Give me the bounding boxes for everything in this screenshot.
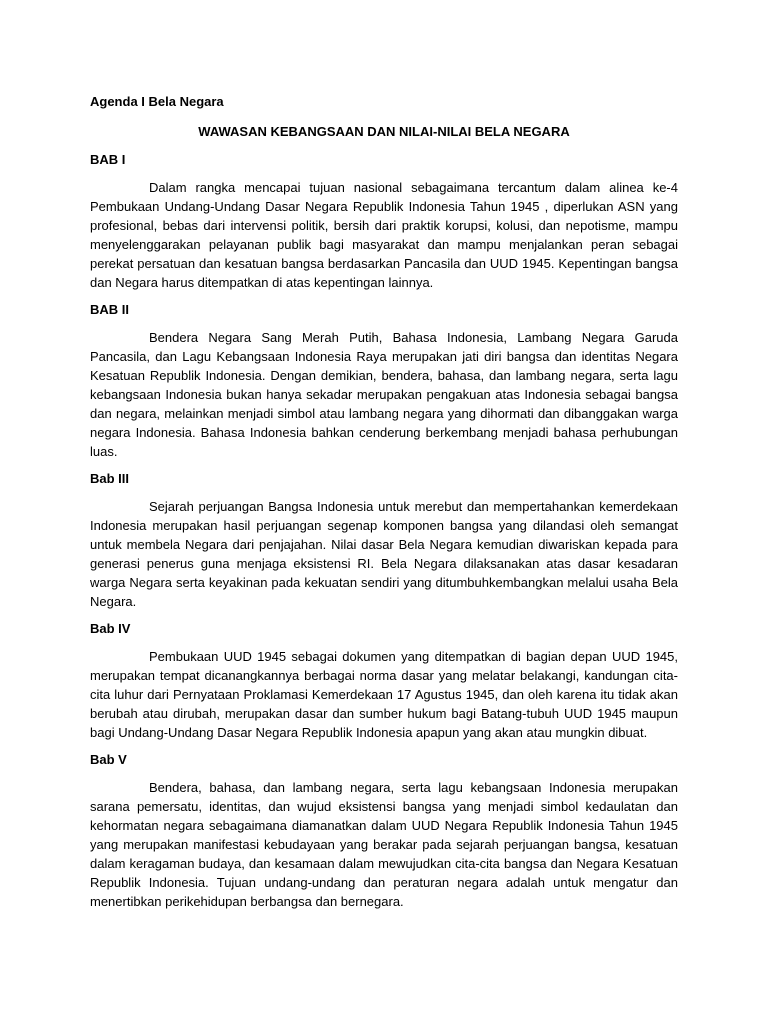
- chapter-paragraph: Sejarah perjuangan Bangsa Indonesia untuk merebut dan mempertahankan kemerdekaan Indonesia merupakan hasil perjuangan segenap komponen bangsa yang dilandasi oleh semangat untuk membela Negara dari penjajahan. Nilai dasar Bela Negara kemudian diwariskan kepada para generasi penerus guna menjaga eksistensi RI. Bela Negara dilaksanakan atas dasar kesadaran warga Negara serta keyakinan pada kekuatan sendiri yang ditumbuhkembangkan melalui usaha Bela Negara.: [90, 499, 678, 609]
- chapter-heading: BAB I: [90, 152, 126, 167]
- chapter-heading: BAB II: [90, 302, 129, 317]
- document-title: WAWASAN KEBANGSAAN DAN NILAI-NILAI BELA NEGARA: [198, 124, 570, 139]
- chapter-bab-2: [90, 300, 678, 461]
- chapter-paragraph: Pembukaan UUD 1945 sebagai dokumen yang ditempatkan di bagian depan UUD 1945, merupakan tempat dicanangkannya berbagai norma dasar yang melatar belakangi, kandungan cita-cita luhur dari Pernyataan Proklamasi Kemerdekaan 17 Agustus 1945, dan oleh karena itu tidak akan berubah atau dirubah, merupakan dasar dan sumber hukum bagi Batang-tubuh UUD 1945 maupun bagi Undang-Undang Dasar Negara Republik Indonesia apapun yang akan atau mungkin dibuat.: [90, 649, 678, 740]
- chapter-paragraph: Bendera, bahasa, dan lambang negara, serta lagu kebangsaan Indonesia merupakan sarana pemersatu, identitas, dan wujud eksistensi bangsa yang menjadi simbol kedaulatan dan kehormatan negara sebagaimana diamanatkan dalam UUD Negara Republik Indonesia Tahun 1945 yang merupakan manifestasi kebudayaan yang berakar pada sejarah perjuangan bangsa, kesatuan dalam keragaman budaya, dan kesamaan dalam mewujudkan cita-cita bangsa dan Negara Kesatuan Republik Indonesia. Tujuan undang-undang dan peraturan negara adalah untuk mengatur dan menertibkan perikehidupan berbangsa dan bernegara.: [90, 780, 678, 909]
- chapter-heading: Bab IV: [90, 621, 131, 636]
- document-page: [90, 92, 678, 911]
- chapter-heading: Bab III: [90, 471, 130, 486]
- chapter-bab-3: [90, 469, 678, 611]
- chapter-heading: Bab V: [90, 752, 127, 767]
- document-label: Agenda I Bela Negara: [90, 94, 224, 109]
- chapter-paragraph: Bendera Negara Sang Merah Putih, Bahasa Indonesia, Lambang Negara Garuda Pancasila, dan Lagu Kebangsaan Indonesia Raya merupakan jati diri bangsa dan identitas Negara Kesatuan Republik Indonesia. Dengan demikian, bendera, bahasa, dan lambang negara, serta lagu kebangsaan Indonesia bukan hanya sekadar merupakan pengakuan atas Indonesia sebagai bangsa dan negara, melainkan menjadi simbol atau lambang negara yang dihormati dan dibanggakan warga negara Indonesia. Bahasa Indonesia bahkan cenderung berkembang menjadi bahasa perhubungan luas.: [90, 330, 678, 459]
- chapter-paragraph: Dalam rangka mencapai tujuan nasional sebagaimana tercantum dalam alinea ke-4 Pembukaan Undang-Undang Dasar Negara Republik Indonesia Tahun 1945 , diperlukan ASN yang profesional, bebas dari intervensi politik, bersih dari praktik korupsi, kolusi, dan nepotisme, mampu menyelenggarakan pelayanan publik bagi masyarakat dan mampu menjalankan peran sebagai perekat persatuan dan kesatuan bangsa berdasarkan Pancasila dan UUD 1945. Kepentingan bangsa dan Negara harus ditempatkan di atas kepentingan lainnya.: [90, 180, 678, 290]
- chapter-bab-5: [90, 750, 678, 911]
- chapter-bab-4: [90, 619, 678, 742]
- chapter-bab-1: [90, 150, 678, 292]
